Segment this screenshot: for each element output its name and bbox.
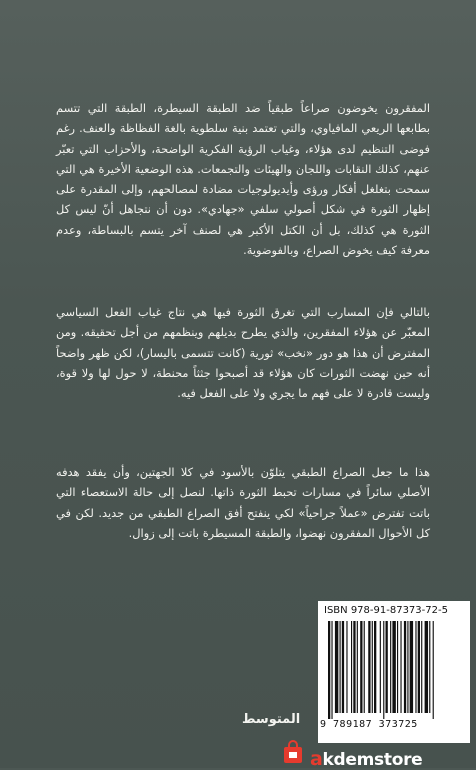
barcode-bar [353,621,355,713]
barcode-bar [410,621,413,713]
barcode-bar [357,621,358,713]
barcode-bar [392,621,395,713]
barcode-bar [368,621,370,713]
barcode-bar [397,621,398,713]
barcode-bar [346,621,347,713]
store-name [310,748,422,770]
barcode-bar [380,621,381,713]
barcode-digits: 9 789187 373725 [320,719,418,730]
barcode-bar [342,621,344,713]
isbn-label: ISBN 978-91-87373-72-5 [324,605,448,616]
barcode-bar [404,621,406,713]
barcode-bar [351,621,352,713]
barcode-bar [386,621,388,713]
barcode-bar [372,621,373,713]
blurb-paragraph-2: بالتالي فإن المسارب التي تغرق الثورة فيها هي نتاج غياب الفعل السياسي المعبّر عن هؤلاء المفقرين، والذي يطرح بديلهم وينظمهم من أجل تحقيقه. ومن المفترض أن هذا هو دور «نخب» ثورية (كانت تتسمى باليسار)، لكن ظهر واضحاً أنه حين نهضت الثورات كان هؤلاء قد أصبحوا جثثاً محنطة، لا حول لها ولا قوة، وليست قادرة لا على فهم ما يجري ولا على الفعل فيه. [56,305,430,401]
barcode-bar [360,621,362,713]
store-watermark [270,750,476,768]
barcode-bar [328,621,330,719]
barcode-icon [328,621,462,719]
barcode-bar [331,621,332,719]
barcode-bar [415,621,416,713]
blurb-paragraph-1: المفقرون يخوضون صراعاً طبقياً ضد الطبقة السيطرة، الطبقة التي تتسم بطابعها الريعي المافياوي، والتي تعتمد بنية سلطوية بالغة الفظاظة والعنف. رغم فوضى التنظيم لدى هؤلاء، وغياب الرؤية الفكرية الواضحة، والأحزاب التي تعبّر عنهم، كذلك النقابات واللجان والهيئات والتجمعات. هذه الوضعية الأخيرة هي التي سمحت بتغلغل أفكار ورؤى وأيديولوجيات مضادة لمصالحهم، وإلى المقدرة على إظهار الثورة في شكل أصولي سلفي «جهادي». دون أن نتجاهل أنّ ليس كل الثورة هي كذلك، بل أن الكتل الأكبر هي لصنف آخر يتسم بالبساطة، وعدم معرفة كيف يخوض الصراع، وبالفوضوية. [56,101,430,258]
barcode-bar [374,621,376,713]
barcode-bar [429,621,430,713]
barcode-bar [400,621,401,713]
store-name-accent: a [310,748,323,770]
barcode-bar [433,621,434,719]
shopping-bag-icon [282,740,304,764]
publisher-logo: المتوسط [242,712,301,727]
barcode-bar [383,621,384,719]
barcode-bar [335,621,338,713]
blurb-paragraph-3: هذا ما جعل الصراع الطبقي يتلوّن بالأسود في كلا الجهتين، وأن يفقد هدفه الأصلي سائراً في مسارات تحبط الثورة ذاتها. لنصل إلى حالة الاستعصاء التي باتت تفترض «عملاً جراحياً» لكي ينفتح أفق الصراع الطبقي من جديد. لكن في كل الأحوال المفقرون نهضوا، والطبقة المسيطرة باتت إلى زوال. [56,465,430,540]
barcode-bar [425,621,428,713]
barcode-bar [340,621,341,713]
barcode-bar [390,621,391,713]
store-name-rest: kdemstore [322,750,423,770]
barcode-bar [418,621,420,713]
barcode-bar [421,621,422,713]
barcode-bar [407,621,408,713]
isbn-barcode-box [318,601,470,743]
barcode-bar [364,621,365,713]
